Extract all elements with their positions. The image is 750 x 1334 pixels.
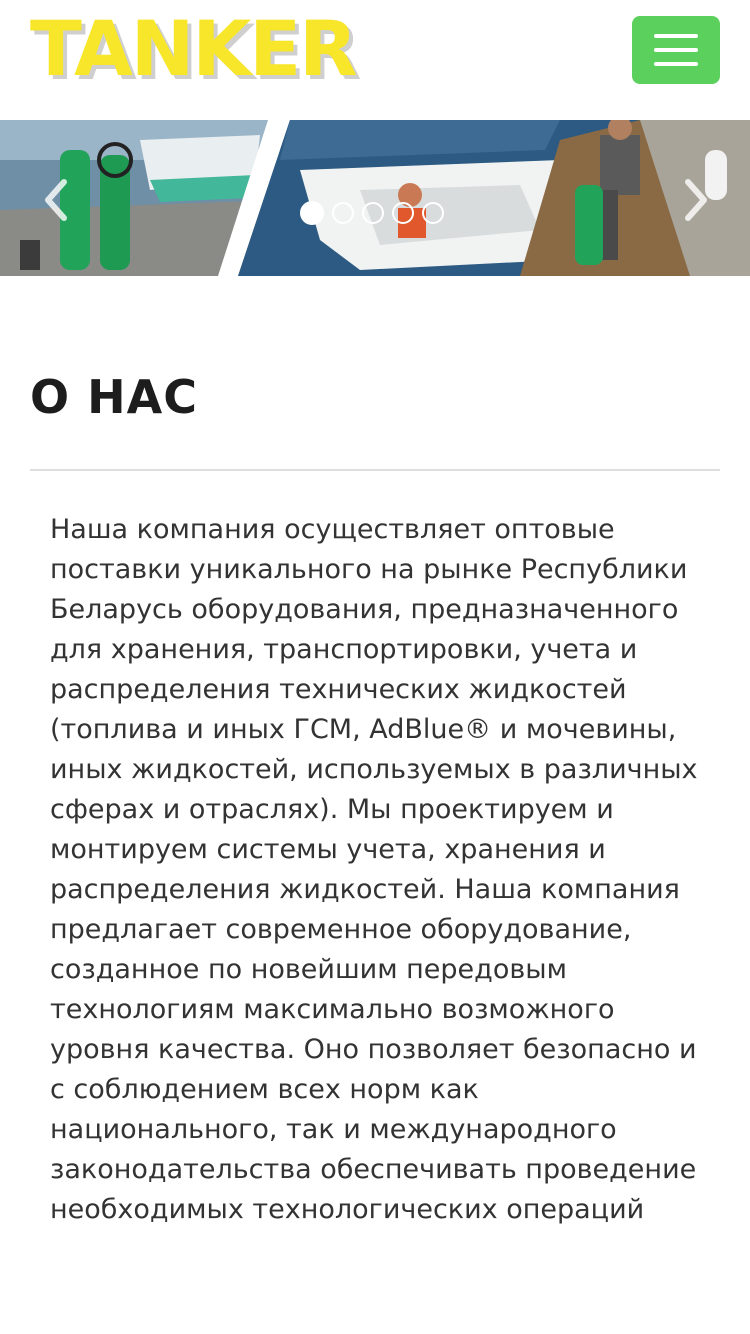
chevron-left-icon (40, 178, 70, 222)
carousel-indicator-1[interactable] (300, 201, 324, 225)
hamburger-icon (654, 34, 698, 38)
carousel-indicator-3[interactable] (362, 202, 384, 224)
carousel-slide-image (0, 120, 750, 276)
carousel-indicator-5[interactable] (422, 202, 444, 224)
about-title: О НАС (30, 370, 198, 424)
carousel-indicator-2[interactable] (332, 202, 354, 224)
carousel-prev-button[interactable] (30, 170, 80, 230)
image-carousel[interactable] (0, 120, 750, 276)
site-header (0, 0, 750, 120)
carousel-indicators (300, 202, 444, 225)
carousel-indicator-4[interactable] (392, 202, 414, 224)
about-text: Наша компания осуществляет оптовые поставки уникального на рынке Республики Беларусь оборудования, предназначенного для хранения, транспортировки, учета и распределения технических жидкостей (топлива и иных ГСМ, AdBlue® и мочевины, иных жидкостей, используемых в различных сферах и отраслях). Мы проектируем и монтируем системы учета, хранения и распределения жидкостей. Наша компания предлагает современное оборудование, созданное по новейшим передовым технологиям максимально возможного уровня качества. Оно позволяет безопасно и с соблюдением всех норм как национального, так и международного законодательства обеспечивать проведение необходимых технологических операций (50, 514, 698, 1225)
carousel-next-button[interactable] (672, 170, 722, 230)
chevron-right-icon (682, 178, 712, 222)
hamburger-icon-bar (654, 48, 698, 52)
menu-toggle-button[interactable] (632, 16, 720, 84)
hamburger-icon-bar (654, 62, 698, 66)
section-divider (30, 469, 720, 471)
site-logo[interactable]: TANKER (30, 4, 356, 93)
